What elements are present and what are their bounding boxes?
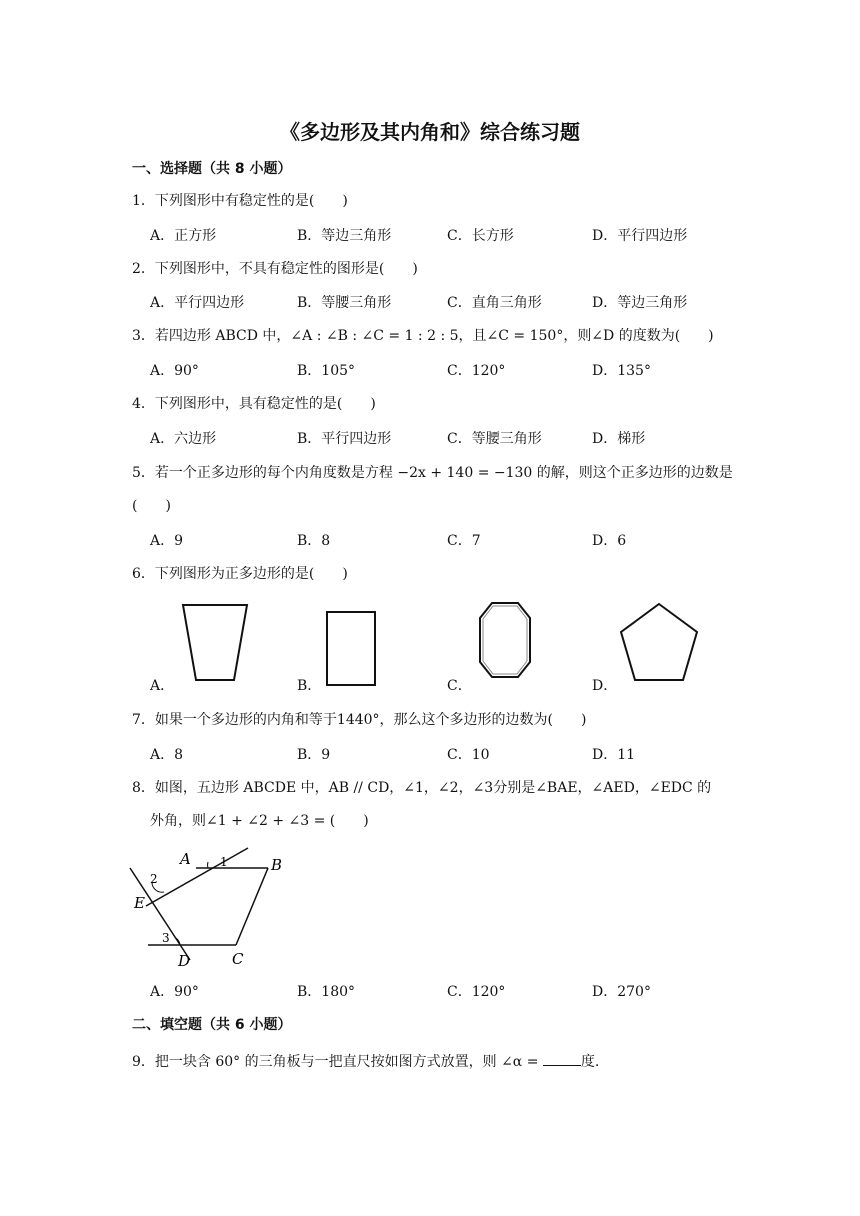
option-d: D．梯形 [592, 431, 646, 447]
question-5-stem-line2: ( ) [132, 498, 171, 514]
page-title: 《多边形及其内角和》综合练习题 [280, 120, 580, 144]
option-d: D． [592, 678, 618, 694]
section-heading-fill: 二、填空题（共 6 小题） [132, 1017, 292, 1033]
question-9-unit: 度. [580, 1054, 600, 1070]
question-7-options [150, 744, 750, 764]
question-2-stem: 2．下列图形中，不具有稳定性的图形是( ) [132, 261, 418, 277]
option-b: B． [297, 678, 322, 694]
question-8-stem-line1: 8．如图，五边形 ABCDE 中，AB // CD，∠1，∠2，∠3分别是∠BAE，∠AED，∠EDC 的 [132, 780, 712, 796]
question-9-text: 9．把一块含 60° 的三角板与一把直尺按如图方式放置，则 ∠α = [132, 1054, 543, 1070]
option-c: C．10 [447, 747, 490, 763]
question-5-stem-line1: 5．若一个正多边形的每个内角度数是方程 −2x + 140 = −130 的解，则这个正多边形的边数是 [132, 465, 733, 481]
option-d: D．270° [592, 984, 651, 1000]
option-d: D．6 [592, 533, 627, 549]
figure-8-pentagon [128, 840, 293, 972]
option-a: A．90° [150, 363, 199, 379]
figure-6c-octagon [472, 598, 538, 684]
option-d: D．11 [592, 747, 636, 763]
option-a: A．90° [150, 984, 199, 1000]
question-4-options [150, 428, 750, 448]
option-b: B．等腰三角形 [297, 295, 392, 311]
option-b: B．8 [297, 533, 331, 549]
option-a: A．六边形 [150, 431, 217, 447]
option-b: B．平行四边形 [297, 431, 392, 447]
option-d: D．平行四边形 [592, 228, 688, 244]
option-a: A．8 [150, 747, 184, 763]
label-e: E [134, 894, 145, 912]
question-2-options [150, 292, 750, 312]
label-a: A [180, 850, 191, 868]
option-d: D．135° [592, 363, 651, 379]
question-1-options [150, 225, 750, 245]
option-a: A．9 [150, 533, 184, 549]
section-heading-choice: 一、选择题（共 8 小题） [132, 161, 292, 177]
option-b: B．105° [297, 363, 356, 379]
question-6-stem: 6．下列图形为正多边形的是( ) [132, 566, 348, 582]
option-c: C．直角三角形 [447, 295, 542, 311]
label-b: B [271, 856, 283, 874]
question-8-options [150, 981, 750, 1001]
option-c: C．120° [447, 363, 506, 379]
option-d: D．等边三角形 [592, 295, 688, 311]
question-4-stem: 4．下列图形中，具有稳定性的是( ) [132, 396, 376, 412]
option-a: A．平行四边形 [150, 295, 245, 311]
label-angle-3: 3 [162, 931, 170, 945]
option-a: A．正方形 [150, 228, 217, 244]
option-c: C． [447, 678, 472, 694]
question-1-stem: 1．下列图形中有稳定性的是( ) [132, 193, 348, 209]
option-c: C．长方形 [447, 228, 514, 244]
option-b: B．9 [297, 747, 331, 763]
question-3-options [150, 360, 750, 380]
option-a: A． [150, 678, 175, 694]
question-5-options [150, 530, 750, 550]
question-3-stem: 3．若四边形 ABCD 中，∠A : ∠B : ∠C = 1 : 2 : 5，且∠C = 150°，则∠D 的度数为( ) [132, 328, 714, 344]
answer-blank[interactable] [543, 1053, 581, 1066]
option-c: C．等腰三角形 [447, 431, 542, 447]
option-c: C．7 [447, 533, 481, 549]
question-7-stem: 7．如果一个多边形的内角和等于1440°，那么这个多边形的边数为( ) [132, 712, 587, 728]
label-angle-2: 2 [150, 872, 158, 886]
option-b: B．180° [297, 984, 356, 1000]
label-angle-1: 1 [220, 855, 228, 869]
question-6-options [150, 675, 750, 695]
question-9-stem [132, 1051, 599, 1071]
option-c: C．120° [447, 984, 506, 1000]
label-d: D [178, 952, 191, 970]
option-b: B．等边三角形 [297, 228, 392, 244]
label-c: C [232, 950, 244, 968]
question-8-stem-line2: 外角，则∠1 + ∠2 + ∠3 = ( ) [150, 813, 369, 829]
